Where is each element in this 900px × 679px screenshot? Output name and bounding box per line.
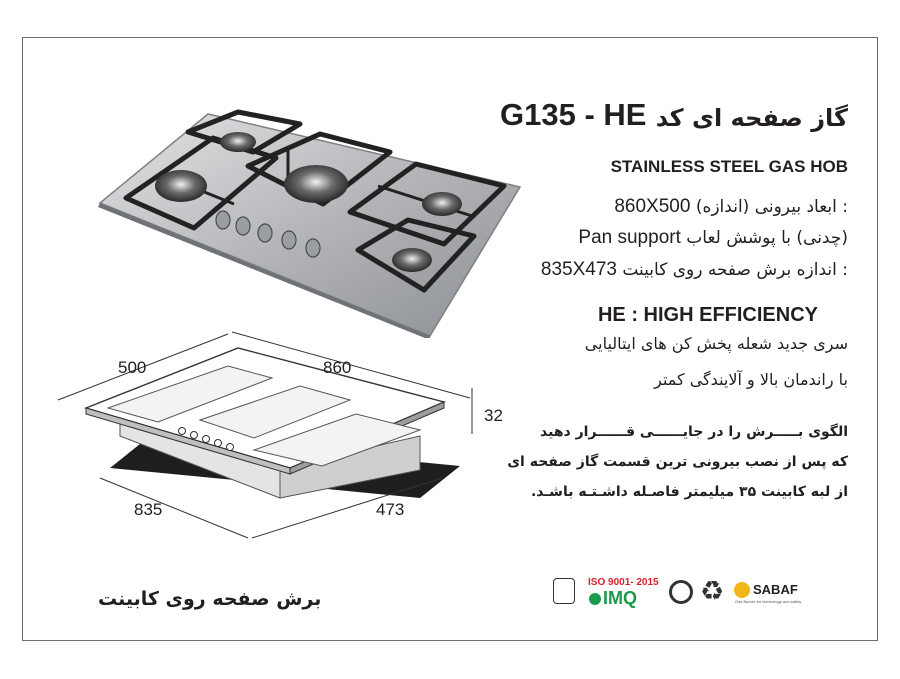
imq-logo: IMQ <box>603 588 637 608</box>
spec-label: (چدنی) با پوشش لعاب <box>686 228 848 248</box>
dimension-length-label: 860 <box>323 358 352 377</box>
product-title: گاز صفحه ای کد <box>655 104 848 132</box>
sabaf-mark-icon <box>734 582 750 598</box>
product-subtitle: STAINLESS STEEL GAS HOB <box>610 157 848 176</box>
efficiency-line-2: با راندمان بالا و آلایندگی کمتر <box>654 370 848 389</box>
install-note-line-1: الگوی بـــــرش را در جایــــــی قــــــرار دهید <box>540 424 848 440</box>
iso-label: ISO 9001- 2015 <box>588 577 659 588</box>
spec-value: 860X500 <box>614 196 691 217</box>
dimension-height-label: 32 <box>484 406 503 425</box>
dimension-cut-length-label: 835 <box>134 500 163 519</box>
gas-hob-photo <box>88 100 528 338</box>
dimension-width-label: 500 <box>118 358 147 377</box>
spec-pan-support <box>578 227 848 249</box>
seal-icon <box>669 580 693 604</box>
spec-cutout <box>541 259 848 281</box>
spec-label: : ابعاد بیرونی (اندازه) <box>695 197 848 217</box>
model-code: G135 - HE <box>500 97 647 132</box>
sabaf-tagline: Gas Burner for technology and safety <box>735 599 802 604</box>
spec-value: Pan support <box>578 227 681 248</box>
install-note-line-2: که پس از نصب بیرونی ترین قسمت گاز صفحه ای <box>507 454 848 470</box>
sabaf-logo: SABAF <box>753 582 798 597</box>
spec-dimensions <box>614 196 848 218</box>
cutout-caption: برش صفحه روی کابینت <box>98 588 322 610</box>
recycle-icon: ♻ <box>700 576 725 607</box>
spec-label: : اندازه برش صفحه روی کابینت <box>622 260 848 280</box>
efficiency-line-1: سری جدید شعله پخش کن های ایتالیایی <box>584 334 848 353</box>
efficiency-title: HE : HIGH EFFICIENCY <box>597 304 818 326</box>
spec-value: 835X473 <box>540 259 617 280</box>
install-note-line-3: از لبه کابینت ۳۵ میلیمتر فاصـله داشـتـه باشـد. <box>530 484 848 500</box>
dimension-cut-width-label: 473 <box>376 500 405 519</box>
badge-icon <box>553 578 575 604</box>
cutout-diagram <box>40 318 510 548</box>
imq-mark-icon <box>589 593 601 605</box>
